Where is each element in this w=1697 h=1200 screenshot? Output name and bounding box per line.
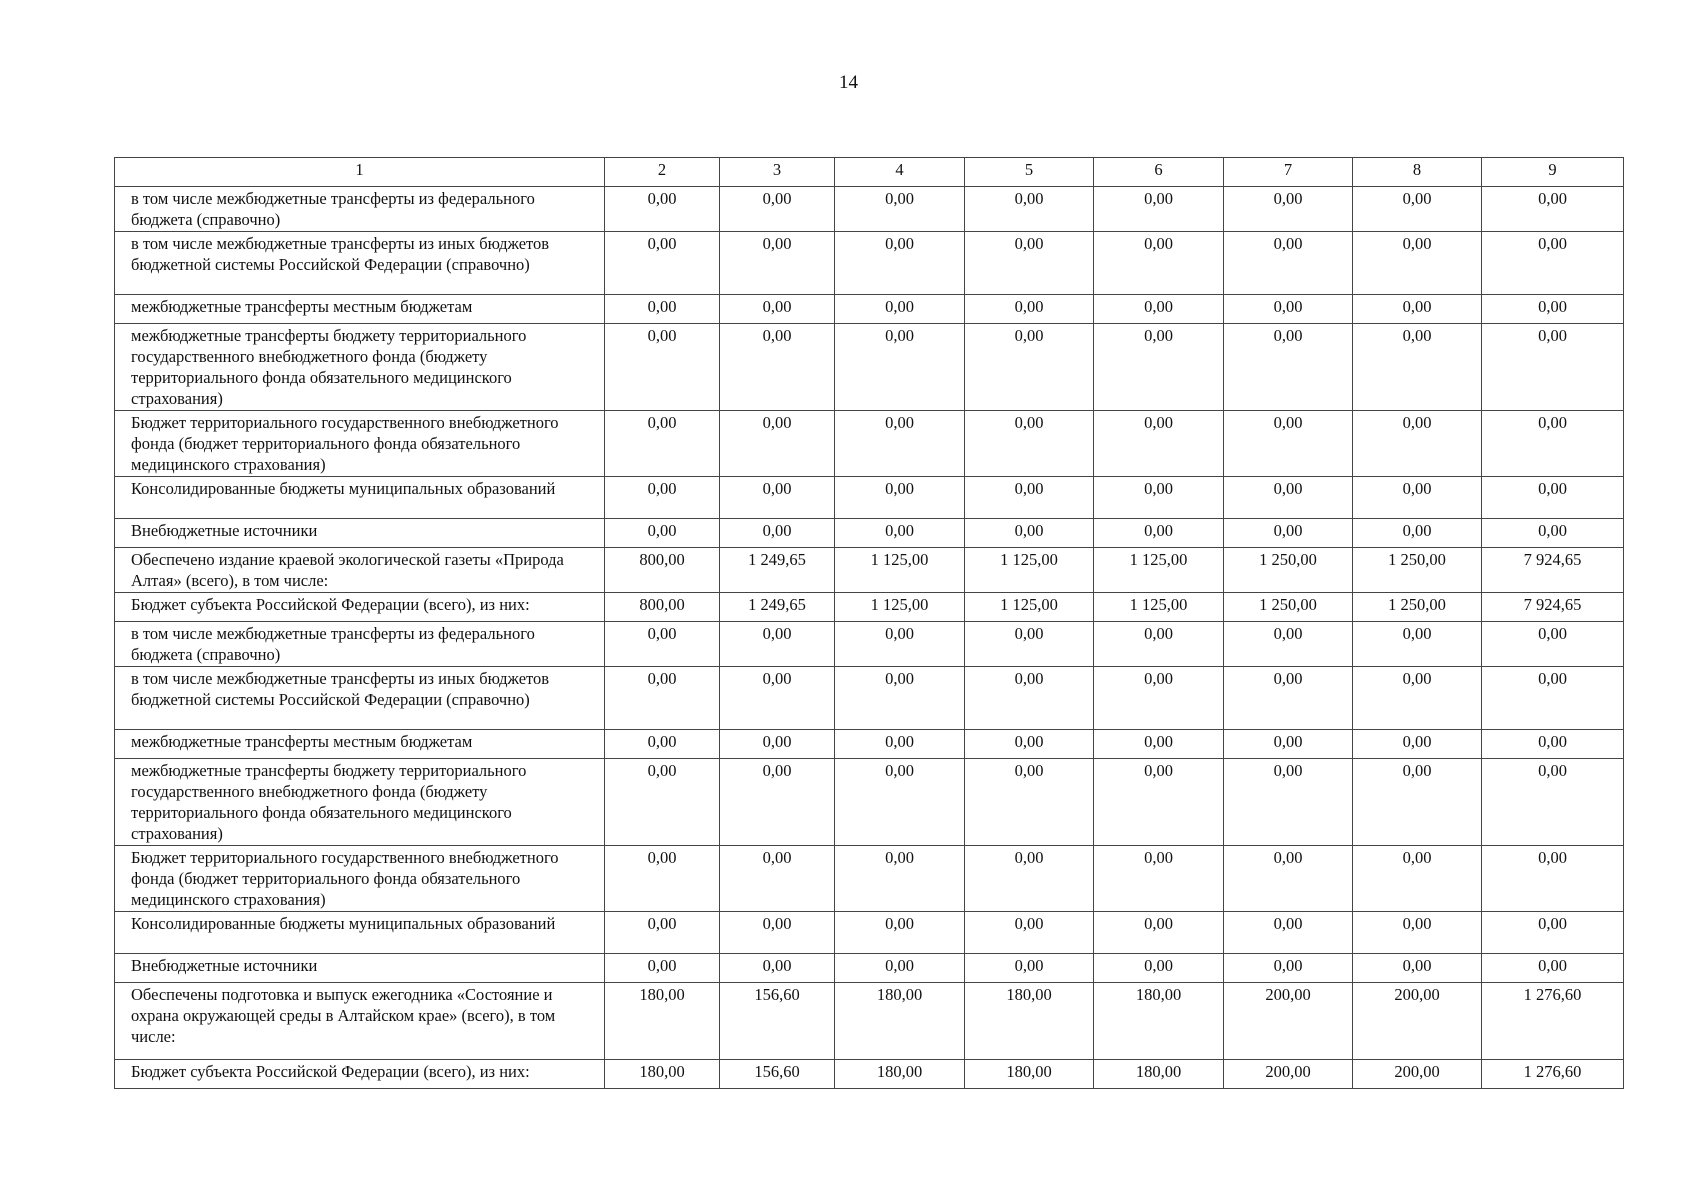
value-cell: 0,00 bbox=[1224, 477, 1353, 519]
row-label: Бюджет территориального государственного внебюджетного фонда (бюджет территориального фонда обязательного медицинского страхования) bbox=[115, 846, 605, 912]
value-cell: 0,00 bbox=[835, 912, 965, 954]
table-row bbox=[115, 730, 1624, 759]
value-cell: 0,00 bbox=[720, 846, 835, 912]
value-cell: 1 250,00 bbox=[1353, 593, 1482, 622]
value-cell: 0,00 bbox=[965, 477, 1094, 519]
value-cell: 0,00 bbox=[1094, 232, 1224, 295]
value-cell: 0,00 bbox=[1353, 232, 1482, 295]
value-cell: 180,00 bbox=[965, 1060, 1094, 1089]
value-cell: 0,00 bbox=[1094, 912, 1224, 954]
value-cell: 0,00 bbox=[1224, 187, 1353, 232]
value-cell: 180,00 bbox=[1094, 1060, 1224, 1089]
row-label: в том числе межбюджетные трансферты из федерального бюджета (справочно) bbox=[115, 622, 605, 667]
value-cell: 0,00 bbox=[720, 912, 835, 954]
value-cell: 1 125,00 bbox=[1094, 548, 1224, 593]
header-cell: 3 bbox=[720, 158, 835, 187]
table-row bbox=[115, 983, 1624, 1060]
value-cell: 0,00 bbox=[1094, 730, 1224, 759]
value-cell: 0,00 bbox=[720, 954, 835, 983]
row-label: Бюджет территориального государственного внебюджетного фонда (бюджет территориального фонда обязательного медицинского страхования) bbox=[115, 411, 605, 477]
value-cell: 0,00 bbox=[835, 232, 965, 295]
value-cell: 0,00 bbox=[1482, 295, 1624, 324]
value-cell: 0,00 bbox=[720, 667, 835, 730]
value-cell: 0,00 bbox=[1094, 324, 1224, 411]
value-cell: 0,00 bbox=[605, 411, 720, 477]
value-cell: 1 125,00 bbox=[835, 548, 965, 593]
value-cell: 156,60 bbox=[720, 983, 835, 1060]
row-label: Внебюджетные источники bbox=[115, 954, 605, 983]
value-cell: 0,00 bbox=[1353, 187, 1482, 232]
value-cell: 0,00 bbox=[835, 187, 965, 232]
value-cell: 0,00 bbox=[1353, 846, 1482, 912]
value-cell: 0,00 bbox=[1482, 232, 1624, 295]
value-cell: 1 125,00 bbox=[965, 593, 1094, 622]
value-cell: 0,00 bbox=[1224, 846, 1353, 912]
header-row bbox=[115, 158, 1624, 187]
header-cell: 1 bbox=[115, 158, 605, 187]
value-cell: 0,00 bbox=[1094, 411, 1224, 477]
value-cell: 0,00 bbox=[1094, 519, 1224, 548]
value-cell: 0,00 bbox=[1353, 324, 1482, 411]
value-cell: 1 276,60 bbox=[1482, 983, 1624, 1060]
value-cell: 0,00 bbox=[720, 622, 835, 667]
value-cell: 0,00 bbox=[1482, 324, 1624, 411]
value-cell: 0,00 bbox=[1353, 730, 1482, 759]
value-cell: 0,00 bbox=[1353, 622, 1482, 667]
value-cell: 0,00 bbox=[605, 912, 720, 954]
value-cell: 0,00 bbox=[1224, 622, 1353, 667]
value-cell: 0,00 bbox=[605, 846, 720, 912]
row-label: Консолидированные бюджеты муниципальных образований bbox=[115, 912, 605, 954]
table-row bbox=[115, 477, 1624, 519]
value-cell: 180,00 bbox=[835, 983, 965, 1060]
value-cell: 0,00 bbox=[965, 187, 1094, 232]
value-cell: 0,00 bbox=[835, 324, 965, 411]
value-cell: 1 249,65 bbox=[720, 593, 835, 622]
value-cell: 0,00 bbox=[1482, 519, 1624, 548]
value-cell: 0,00 bbox=[835, 759, 965, 846]
table-row bbox=[115, 232, 1624, 295]
header-cell: 6 bbox=[1094, 158, 1224, 187]
value-cell: 0,00 bbox=[835, 954, 965, 983]
value-cell: 0,00 bbox=[1094, 295, 1224, 324]
value-cell: 0,00 bbox=[1482, 187, 1624, 232]
row-label: Обеспечены подготовка и выпуск ежегодника «Состояние и охрана окружающей среды в Алтайском крае» (всего), в том числе: bbox=[115, 983, 605, 1060]
value-cell: 0,00 bbox=[1482, 846, 1624, 912]
value-cell: 0,00 bbox=[1353, 667, 1482, 730]
table-row bbox=[115, 593, 1624, 622]
row-label: межбюджетные трансферты бюджету территориального государственного внебюджетного фонда (бюджету территориального фонда обязательного медицинского страхования) bbox=[115, 759, 605, 846]
value-cell: 0,00 bbox=[720, 477, 835, 519]
table-row bbox=[115, 954, 1624, 983]
row-label: межбюджетные трансферты местным бюджетам bbox=[115, 295, 605, 324]
value-cell: 0,00 bbox=[1094, 187, 1224, 232]
value-cell: 0,00 bbox=[605, 730, 720, 759]
row-label: межбюджетные трансферты бюджету территориального государственного внебюджетного фонда (бюджету территориального фонда обязательного медицинского страхования) bbox=[115, 324, 605, 411]
value-cell: 0,00 bbox=[1094, 667, 1224, 730]
value-cell: 0,00 bbox=[605, 477, 720, 519]
value-cell: 0,00 bbox=[1353, 477, 1482, 519]
header-cell: 7 bbox=[1224, 158, 1353, 187]
table-row bbox=[115, 759, 1624, 846]
value-cell: 0,00 bbox=[1482, 477, 1624, 519]
value-cell: 0,00 bbox=[1353, 759, 1482, 846]
value-cell: 0,00 bbox=[835, 519, 965, 548]
table-body bbox=[115, 187, 1624, 1089]
value-cell: 200,00 bbox=[1353, 983, 1482, 1060]
value-cell: 0,00 bbox=[605, 295, 720, 324]
value-cell: 0,00 bbox=[1094, 622, 1224, 667]
value-cell: 0,00 bbox=[605, 759, 720, 846]
value-cell: 0,00 bbox=[965, 295, 1094, 324]
value-cell: 0,00 bbox=[605, 324, 720, 411]
value-cell: 0,00 bbox=[835, 622, 965, 667]
value-cell: 0,00 bbox=[720, 324, 835, 411]
table-row bbox=[115, 187, 1624, 232]
value-cell: 0,00 bbox=[1094, 759, 1224, 846]
value-cell: 7 924,65 bbox=[1482, 548, 1624, 593]
value-cell: 0,00 bbox=[1224, 232, 1353, 295]
value-cell: 7 924,65 bbox=[1482, 593, 1624, 622]
value-cell: 0,00 bbox=[1224, 759, 1353, 846]
value-cell: 0,00 bbox=[965, 324, 1094, 411]
value-cell: 0,00 bbox=[965, 232, 1094, 295]
value-cell: 0,00 bbox=[720, 295, 835, 324]
value-cell: 0,00 bbox=[835, 730, 965, 759]
page-number: 14 bbox=[839, 72, 858, 93]
value-cell: 0,00 bbox=[720, 759, 835, 846]
value-cell: 0,00 bbox=[965, 519, 1094, 548]
value-cell: 1 250,00 bbox=[1224, 593, 1353, 622]
table-row bbox=[115, 1060, 1624, 1089]
value-cell: 0,00 bbox=[605, 667, 720, 730]
row-label: Внебюджетные источники bbox=[115, 519, 605, 548]
value-cell: 200,00 bbox=[1224, 983, 1353, 1060]
value-cell: 0,00 bbox=[1224, 954, 1353, 983]
value-cell: 1 125,00 bbox=[835, 593, 965, 622]
value-cell: 0,00 bbox=[1224, 295, 1353, 324]
value-cell: 0,00 bbox=[1353, 954, 1482, 983]
value-cell: 0,00 bbox=[1094, 954, 1224, 983]
value-cell: 0,00 bbox=[965, 912, 1094, 954]
value-cell: 0,00 bbox=[605, 519, 720, 548]
header-cell: 4 bbox=[835, 158, 965, 187]
value-cell: 1 276,60 bbox=[1482, 1060, 1624, 1089]
table-row bbox=[115, 846, 1624, 912]
header-cell: 8 bbox=[1353, 158, 1482, 187]
value-cell: 0,00 bbox=[835, 667, 965, 730]
header-cell: 2 bbox=[605, 158, 720, 187]
table-row bbox=[115, 622, 1624, 667]
row-label: межбюджетные трансферты местным бюджетам bbox=[115, 730, 605, 759]
value-cell: 0,00 bbox=[835, 477, 965, 519]
value-cell: 180,00 bbox=[605, 1060, 720, 1089]
value-cell: 0,00 bbox=[605, 232, 720, 295]
value-cell: 0,00 bbox=[1353, 411, 1482, 477]
value-cell: 0,00 bbox=[1094, 477, 1224, 519]
row-label: Бюджет субъекта Российской Федерации (всего), из них: bbox=[115, 593, 605, 622]
value-cell: 0,00 bbox=[1353, 912, 1482, 954]
value-cell: 156,60 bbox=[720, 1060, 835, 1089]
row-label: Бюджет субъекта Российской Федерации (всего), из них: bbox=[115, 1060, 605, 1089]
row-label: в том числе межбюджетные трансферты из иных бюджетов бюджетной системы Российской Федерации (справочно) bbox=[115, 232, 605, 295]
value-cell: 180,00 bbox=[835, 1060, 965, 1089]
value-cell: 0,00 bbox=[1224, 667, 1353, 730]
value-cell: 0,00 bbox=[720, 411, 835, 477]
value-cell: 0,00 bbox=[720, 519, 835, 548]
value-cell: 0,00 bbox=[965, 759, 1094, 846]
value-cell: 0,00 bbox=[1482, 759, 1624, 846]
value-cell: 1 250,00 bbox=[1353, 548, 1482, 593]
value-cell: 1 125,00 bbox=[965, 548, 1094, 593]
value-cell: 0,00 bbox=[965, 622, 1094, 667]
value-cell: 0,00 bbox=[720, 232, 835, 295]
table-row bbox=[115, 548, 1624, 593]
value-cell: 180,00 bbox=[1094, 983, 1224, 1060]
value-cell: 180,00 bbox=[605, 983, 720, 1060]
value-cell: 0,00 bbox=[1482, 730, 1624, 759]
value-cell: 0,00 bbox=[1224, 411, 1353, 477]
value-cell: 0,00 bbox=[605, 622, 720, 667]
value-cell: 800,00 bbox=[605, 593, 720, 622]
header-cell: 5 bbox=[965, 158, 1094, 187]
value-cell: 0,00 bbox=[965, 846, 1094, 912]
value-cell: 0,00 bbox=[835, 295, 965, 324]
value-cell: 0,00 bbox=[835, 411, 965, 477]
budget-table bbox=[114, 157, 1624, 1089]
value-cell: 0,00 bbox=[1224, 730, 1353, 759]
value-cell: 180,00 bbox=[965, 983, 1094, 1060]
value-cell: 0,00 bbox=[605, 187, 720, 232]
value-cell: 0,00 bbox=[1094, 846, 1224, 912]
value-cell: 0,00 bbox=[965, 411, 1094, 477]
value-cell: 0,00 bbox=[720, 187, 835, 232]
value-cell: 0,00 bbox=[720, 730, 835, 759]
row-label: в том числе межбюджетные трансферты из иных бюджетов бюджетной системы Российской Федерации (справочно) bbox=[115, 667, 605, 730]
value-cell: 1 249,65 bbox=[720, 548, 835, 593]
value-cell: 0,00 bbox=[1482, 954, 1624, 983]
value-cell: 0,00 bbox=[965, 730, 1094, 759]
row-label: Консолидированные бюджеты муниципальных образований bbox=[115, 477, 605, 519]
row-label: в том числе межбюджетные трансферты из федерального бюджета (справочно) bbox=[115, 187, 605, 232]
table-row bbox=[115, 667, 1624, 730]
value-cell: 0,00 bbox=[1353, 295, 1482, 324]
value-cell: 0,00 bbox=[1353, 519, 1482, 548]
value-cell: 800,00 bbox=[605, 548, 720, 593]
value-cell: 0,00 bbox=[1482, 411, 1624, 477]
table-row bbox=[115, 411, 1624, 477]
value-cell: 200,00 bbox=[1353, 1060, 1482, 1089]
value-cell: 0,00 bbox=[1224, 324, 1353, 411]
table-row bbox=[115, 912, 1624, 954]
value-cell: 0,00 bbox=[1482, 912, 1624, 954]
value-cell: 200,00 bbox=[1224, 1060, 1353, 1089]
value-cell: 0,00 bbox=[605, 954, 720, 983]
header-cell: 9 bbox=[1482, 158, 1624, 187]
value-cell: 0,00 bbox=[835, 846, 965, 912]
row-label: Обеспечено издание краевой экологической газеты «Природа Алтая» (всего), в том числе: bbox=[115, 548, 605, 593]
table-row bbox=[115, 324, 1624, 411]
value-cell: 1 125,00 bbox=[1094, 593, 1224, 622]
table-row bbox=[115, 519, 1624, 548]
value-cell: 0,00 bbox=[965, 954, 1094, 983]
value-cell: 0,00 bbox=[1224, 519, 1353, 548]
value-cell: 0,00 bbox=[1224, 912, 1353, 954]
value-cell: 1 250,00 bbox=[1224, 548, 1353, 593]
table-row bbox=[115, 295, 1624, 324]
value-cell: 0,00 bbox=[1482, 622, 1624, 667]
value-cell: 0,00 bbox=[965, 667, 1094, 730]
value-cell: 0,00 bbox=[1482, 667, 1624, 730]
